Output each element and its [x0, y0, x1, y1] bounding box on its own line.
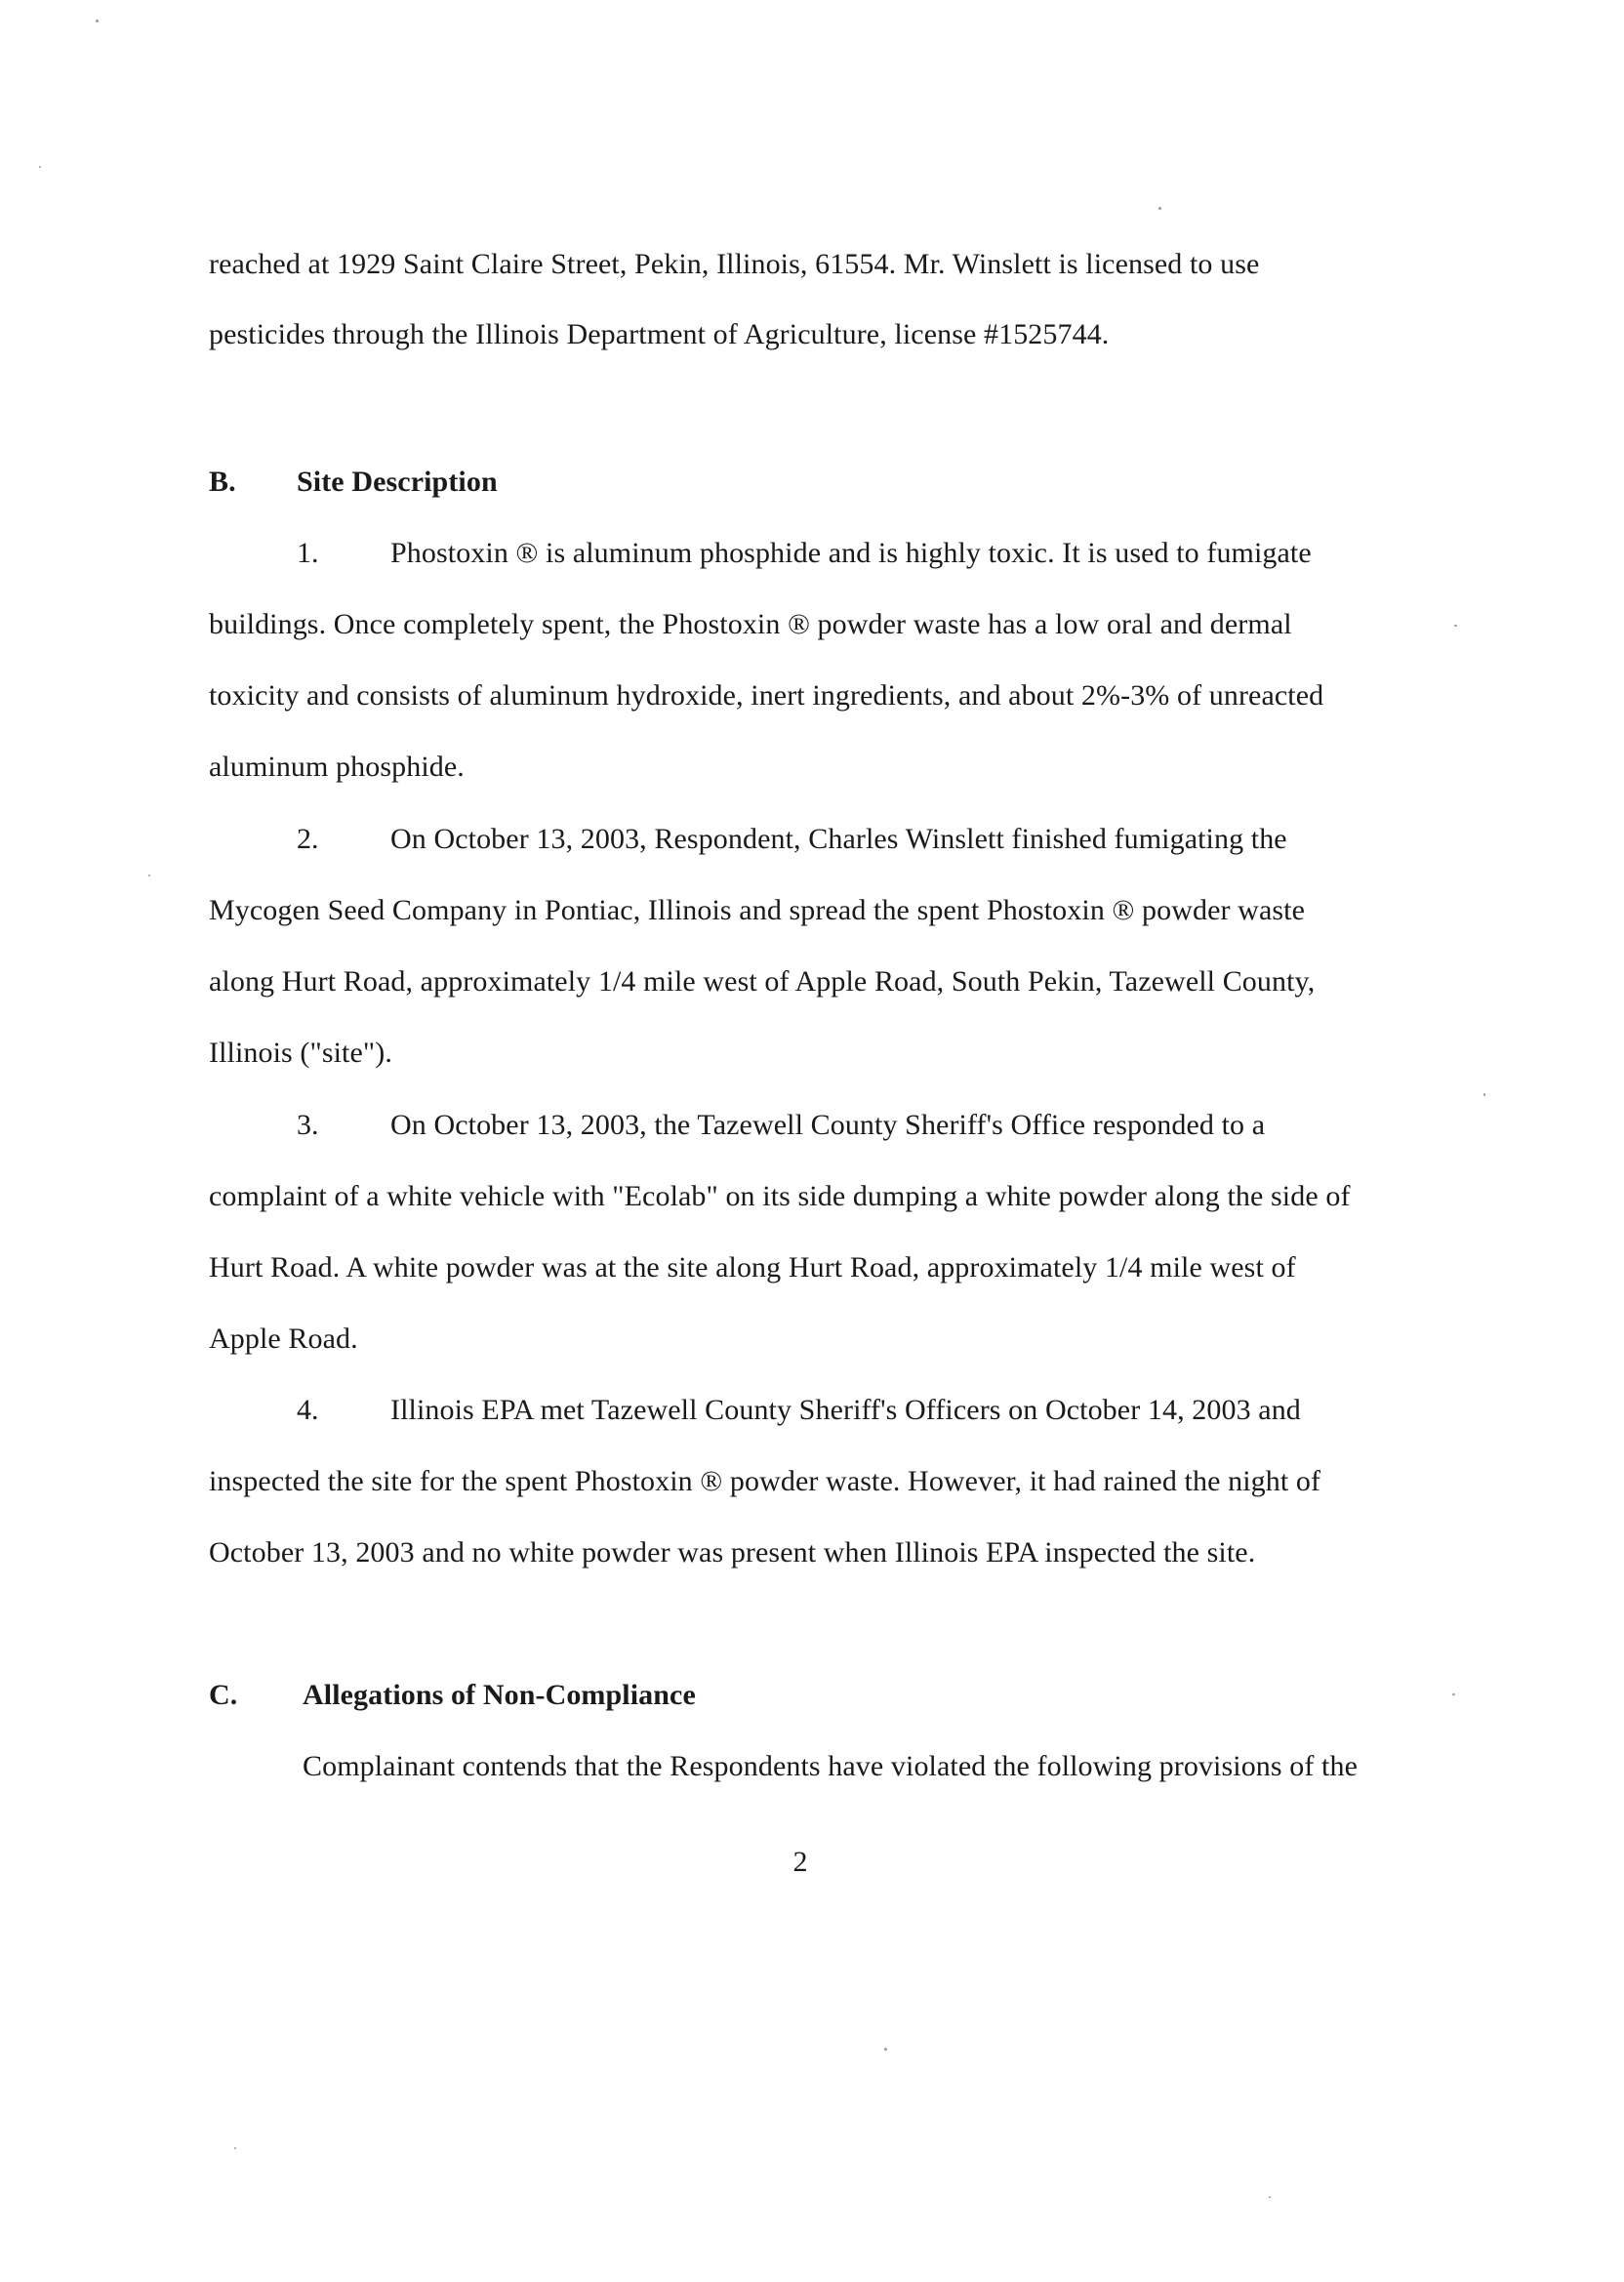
- section-c-title: Allegations of Non-Compliance: [303, 1679, 696, 1711]
- paragraph-2-line-4: Illinois ("site").: [209, 1037, 392, 1069]
- paragraph-4-line-2: inspected the site for the spent Phostoxin ® powder waste. However, it had rained the night of: [209, 1465, 1321, 1497]
- scan-speck: [96, 20, 99, 22]
- scan-speck: [1269, 2196, 1271, 2198]
- paragraph-3-line-3: Hurt Road. A white powder was at the site along Hurt Road, approximately 1/4 mile west of: [209, 1251, 1296, 1284]
- paragraph-3-line-1: On October 13, 2003, the Tazewell County Sheriff's Office responded to a: [390, 1109, 1266, 1141]
- paragraph-2-number: 2.: [297, 823, 319, 855]
- paragraph-2-line-1: On October 13, 2003, Respondent, Charles Winslett finished fumigating the: [390, 823, 1287, 855]
- scan-speck: [234, 2147, 236, 2149]
- paragraph-2-line-2: Mycogen Seed Company in Pontiac, Illinois and spread the spent Phostoxin ® powder waste: [209, 894, 1305, 926]
- paragraph-2-line-3: along Hurt Road, approximately 1/4 mile west of Apple Road, South Pekin, Tazewell County,: [209, 965, 1316, 998]
- paragraph-1-line-1: Phostoxin ® is aluminum phosphide and is highly toxic. It is used to fumigate: [390, 537, 1312, 569]
- paragraph-1-line-4: aluminum phosphide.: [209, 751, 465, 783]
- paragraph-4-line-3: October 13, 2003 and no white powder was present when Illinois EPA inspected the site.: [209, 1536, 1256, 1569]
- intro-line-2: pesticides through the Illinois Department of Agriculture, license #1525744.: [209, 318, 1110, 350]
- scan-speck: [1158, 207, 1161, 210]
- scan-speck: [1454, 625, 1457, 627]
- scan-speck: [1452, 1693, 1455, 1695]
- section-b-letter: B.: [209, 466, 236, 498]
- scan-speck: [1483, 1093, 1485, 1096]
- scan-speck: [148, 875, 150, 876]
- paragraph-3-line-2: complaint of a white vehicle with "Ecolab" on its side dumping a white powder along the side of: [209, 1180, 1351, 1212]
- scan-speck: [39, 166, 41, 168]
- section-c-line-1: Complainant contends that the Respondents have violated the following provisions of the: [303, 1750, 1359, 1782]
- paragraph-4-number: 4.: [297, 1394, 319, 1426]
- paragraph-1-number: 1.: [297, 537, 319, 569]
- intro-line-1: reached at 1929 Saint Claire Street, Pekin, Illinois, 61554. Mr. Winslett is licensed to use: [209, 248, 1260, 280]
- paragraph-3-line-4: Apple Road.: [209, 1323, 358, 1355]
- paragraph-1-line-2: buildings. Once completely spent, the Phostoxin ® powder waste has a low oral and dermal: [209, 608, 1292, 640]
- page-number: 2: [792, 1846, 808, 1878]
- scan-speck: [884, 2048, 887, 2051]
- section-c-letter: C.: [209, 1679, 238, 1711]
- paragraph-3-number: 3.: [297, 1109, 319, 1141]
- paragraph-1-line-3: toxicity and consists of aluminum hydroxide, inert ingredients, and about 2%-3% of unreacted: [209, 679, 1324, 712]
- section-b-title: Site Description: [297, 466, 498, 498]
- paragraph-4-line-1: Illinois EPA met Tazewell County Sheriff's Officers on October 14, 2003 and: [390, 1394, 1301, 1426]
